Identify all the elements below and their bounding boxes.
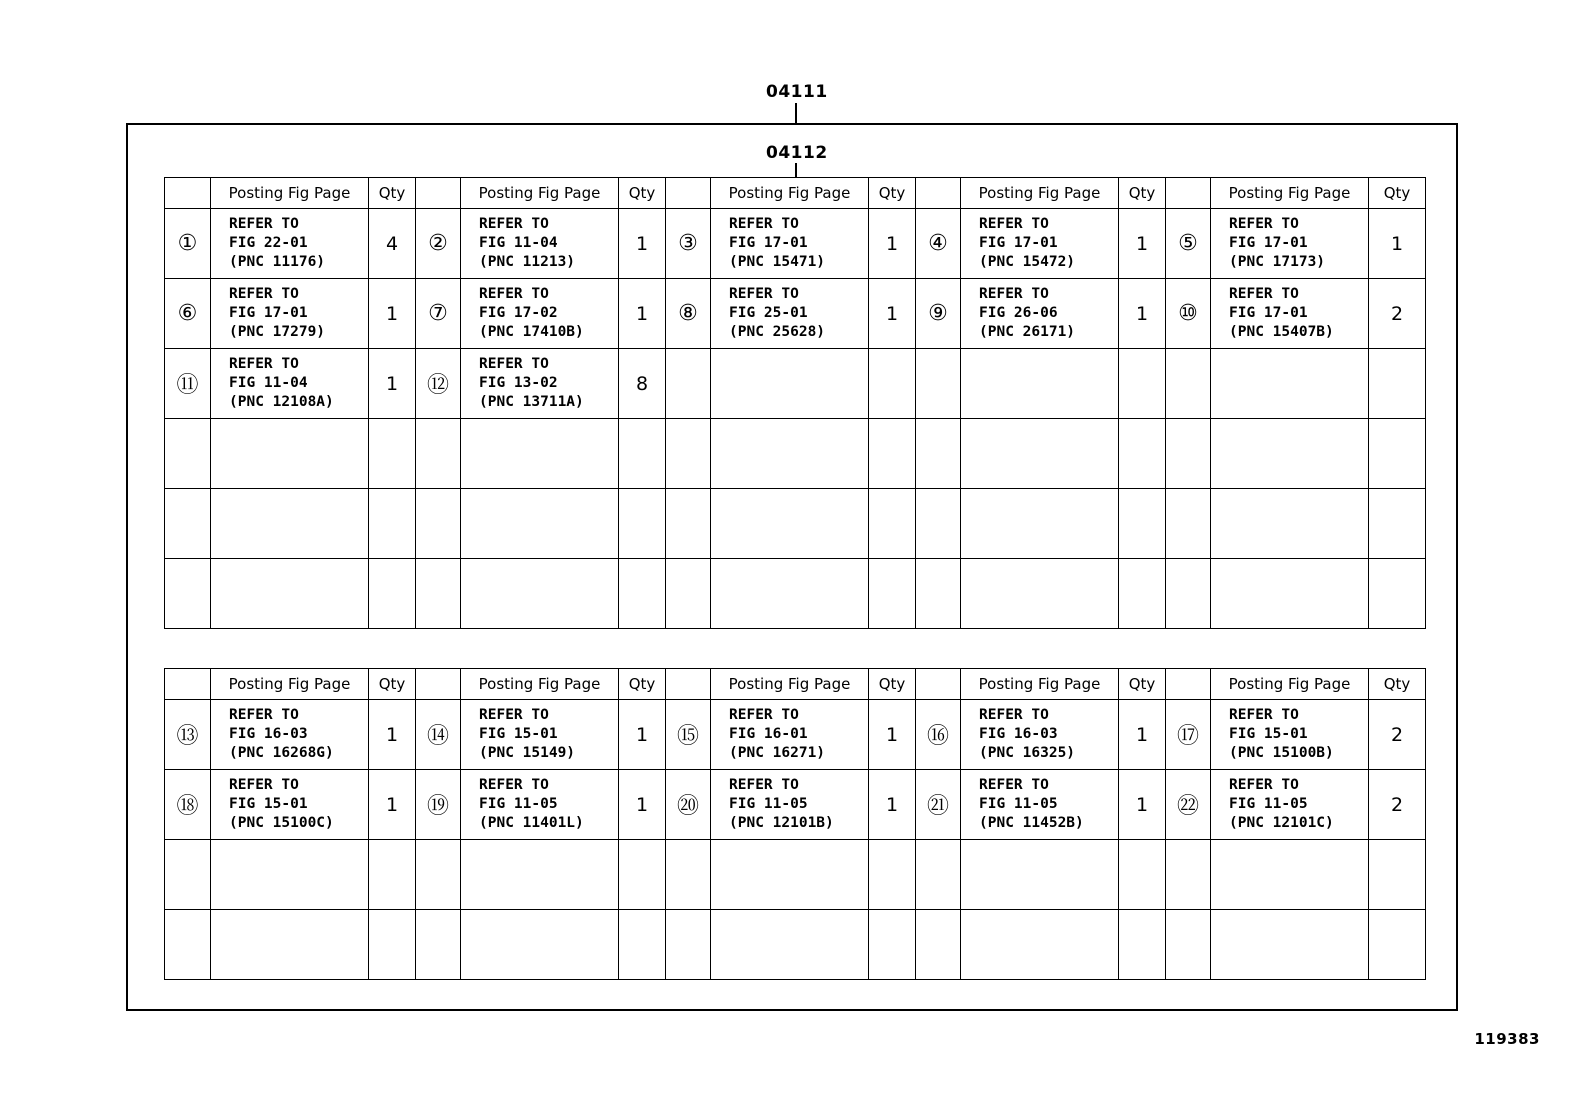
callout-number	[666, 419, 711, 489]
callout-number: ④	[916, 209, 961, 279]
callout-number: ⑳	[666, 770, 711, 840]
posting-reference	[211, 910, 369, 980]
posting-reference	[211, 209, 369, 279]
posting-reference	[711, 279, 869, 349]
callout-number: ①	[165, 209, 211, 279]
posting-reference	[961, 559, 1119, 629]
header-qty: Qty	[619, 669, 666, 700]
header-qty: Qty	[369, 669, 416, 700]
reference-line: (PNC 12108A)	[229, 394, 334, 410]
table-row	[165, 489, 1426, 559]
reference-line: FIG 11-05	[1229, 796, 1308, 812]
posting-reference	[711, 910, 869, 980]
callout-number: ②	[416, 209, 461, 279]
quantity: 2	[1369, 700, 1426, 770]
quantity	[619, 910, 666, 980]
reference-line: FIG 13-02	[479, 375, 558, 391]
posting-reference	[711, 209, 869, 279]
posting-reference	[961, 840, 1119, 910]
callout-number	[916, 559, 961, 629]
callout-number: ⑩	[1166, 279, 1211, 349]
header-posting-fig-page: Posting Fig Page	[711, 669, 869, 700]
posting-reference	[461, 559, 619, 629]
header-posting-fig-page: Posting Fig Page	[461, 178, 619, 209]
reference-line: (PNC 15100B)	[1229, 745, 1334, 761]
reference-line: REFER TO	[979, 777, 1049, 793]
callout-number: ㉒	[1166, 770, 1211, 840]
callout-number: ⑫	[416, 349, 461, 419]
header-number-cell	[666, 669, 711, 700]
quantity	[369, 910, 416, 980]
posting-reference	[711, 700, 869, 770]
quantity: 4	[369, 209, 416, 279]
callout-number: ⑭	[416, 700, 461, 770]
callout-number	[1166, 559, 1211, 629]
header-qty: Qty	[1369, 178, 1426, 209]
header-number-cell	[416, 178, 461, 209]
header-row	[165, 178, 1426, 209]
callout-number	[1166, 910, 1211, 980]
quantity	[869, 559, 916, 629]
reference-line: FIG 17-01	[729, 235, 808, 251]
callout-number: ㉑	[916, 770, 961, 840]
reference-line: REFER TO	[729, 286, 799, 302]
quantity	[1369, 910, 1426, 980]
callout-number	[666, 489, 711, 559]
callout-number	[666, 910, 711, 980]
reference-line: (PNC 15407B)	[1229, 324, 1334, 340]
callout-number	[916, 910, 961, 980]
quantity	[1369, 489, 1426, 559]
quantity	[619, 489, 666, 559]
callout-number	[416, 840, 461, 910]
posting-reference	[1211, 700, 1369, 770]
callout-number	[666, 559, 711, 629]
posting-reference	[961, 910, 1119, 980]
quantity: 1	[869, 209, 916, 279]
quantity: 1	[369, 349, 416, 419]
reference-line: REFER TO	[229, 216, 299, 232]
posting-reference	[1211, 559, 1369, 629]
reference-line: (PNC 15471)	[729, 254, 826, 270]
callout-number	[165, 910, 211, 980]
quantity: 1	[619, 209, 666, 279]
quantity	[369, 489, 416, 559]
posting-reference	[1211, 419, 1369, 489]
quantity	[619, 419, 666, 489]
callout-number	[1166, 489, 1211, 559]
reference-line: REFER TO	[479, 216, 549, 232]
reference-line: FIG 11-05	[479, 796, 558, 812]
callout-number: ⑤	[1166, 209, 1211, 279]
reference-line: REFER TO	[479, 777, 549, 793]
header-qty: Qty	[1119, 669, 1166, 700]
callout-number	[1166, 840, 1211, 910]
reference-line: REFER TO	[729, 216, 799, 232]
posting-reference	[961, 489, 1119, 559]
reference-line: REFER TO	[229, 777, 299, 793]
callout-number	[165, 559, 211, 629]
reference-line: REFER TO	[229, 356, 299, 372]
posting-reference	[461, 349, 619, 419]
reference-line: REFER TO	[229, 286, 299, 302]
header-posting-fig-page: Posting Fig Page	[1211, 178, 1369, 209]
callout-number	[666, 349, 711, 419]
reference-line: FIG 15-01	[1229, 726, 1308, 742]
reference-line: REFER TO	[729, 777, 799, 793]
callout-number: ⑪	[165, 349, 211, 419]
reference-line: FIG 25-01	[729, 305, 808, 321]
header-number-cell	[165, 178, 211, 209]
posting-reference	[1211, 279, 1369, 349]
posting-reference	[961, 349, 1119, 419]
callout-number	[416, 910, 461, 980]
quantity	[619, 559, 666, 629]
reference-line: REFER TO	[729, 707, 799, 723]
quantity	[1369, 559, 1426, 629]
posting-reference	[211, 559, 369, 629]
header-row	[165, 669, 1426, 700]
reference-line: (PNC 15472)	[979, 254, 1076, 270]
callout-number: ⑮	[666, 700, 711, 770]
header-qty: Qty	[1119, 178, 1166, 209]
reference-line: (PNC 25628)	[729, 324, 826, 340]
callout-number: ⑰	[1166, 700, 1211, 770]
reference-line: (PNC 17410B)	[479, 324, 584, 340]
reference-line: FIG 11-04	[479, 235, 558, 251]
posting-reference	[711, 489, 869, 559]
header-number-cell	[916, 178, 961, 209]
reference-line: FIG 22-01	[229, 235, 308, 251]
callout-number	[416, 559, 461, 629]
quantity: 1	[369, 700, 416, 770]
header-number-cell	[1166, 669, 1211, 700]
reference-line: (PNC 11452B)	[979, 815, 1084, 831]
table-row	[165, 279, 1426, 349]
header-number-cell	[165, 669, 211, 700]
posting-reference	[961, 419, 1119, 489]
reference-line: REFER TO	[479, 286, 549, 302]
callout-number: ⑬	[165, 700, 211, 770]
quantity	[1119, 419, 1166, 489]
posting-reference	[211, 419, 369, 489]
reference-line: (PNC 15149)	[479, 745, 576, 761]
callout-number: ⑯	[916, 700, 961, 770]
posting-reference	[711, 840, 869, 910]
callout-number	[165, 419, 211, 489]
reference-line: (PNC 17279)	[229, 324, 326, 340]
quantity	[369, 419, 416, 489]
posting-reference	[961, 700, 1119, 770]
header-number-cell	[1166, 178, 1211, 209]
table-row	[165, 910, 1426, 980]
posting-reference	[461, 209, 619, 279]
quantity: 1	[1119, 279, 1166, 349]
header-posting-fig-page: Posting Fig Page	[961, 669, 1119, 700]
quantity	[1119, 489, 1166, 559]
posting-reference	[211, 279, 369, 349]
posting-reference	[961, 209, 1119, 279]
header-posting-fig-page: Posting Fig Page	[1211, 669, 1369, 700]
header-qty: Qty	[869, 178, 916, 209]
reference-line: (PNC 12101C)	[1229, 815, 1334, 831]
reference-line: FIG 17-01	[979, 235, 1058, 251]
callout-number: ⑥	[165, 279, 211, 349]
quantity: 1	[869, 770, 916, 840]
reference-line: (PNC 15100C)	[229, 815, 334, 831]
header-posting-fig-page: Posting Fig Page	[211, 178, 369, 209]
quantity	[1119, 840, 1166, 910]
quantity	[369, 840, 416, 910]
callout-number	[416, 419, 461, 489]
label-04111: 04111	[766, 82, 828, 102]
posting-reference	[461, 489, 619, 559]
callout-number: ⑨	[916, 279, 961, 349]
table-row	[165, 840, 1426, 910]
quantity	[1119, 559, 1166, 629]
quantity: 1	[619, 279, 666, 349]
header-posting-fig-page: Posting Fig Page	[461, 669, 619, 700]
quantity	[869, 489, 916, 559]
posting-reference	[1211, 770, 1369, 840]
reference-line: FIG 26-06	[979, 305, 1058, 321]
posting-reference	[711, 419, 869, 489]
posting-reference	[461, 279, 619, 349]
callout-number	[916, 489, 961, 559]
top-parts-grid	[164, 177, 1426, 629]
reference-line: (PNC 26171)	[979, 324, 1076, 340]
posting-reference	[461, 770, 619, 840]
quantity	[619, 840, 666, 910]
reference-line: (PNC 11176)	[229, 254, 326, 270]
table-row	[165, 349, 1426, 419]
header-qty: Qty	[869, 669, 916, 700]
illustration-number: 119383	[1474, 1030, 1540, 1048]
reference-line: FIG 15-01	[229, 796, 308, 812]
reference-line: REFER TO	[1229, 286, 1299, 302]
posting-reference	[211, 349, 369, 419]
quantity: 1	[1119, 770, 1166, 840]
posting-reference	[211, 840, 369, 910]
quantity: 1	[619, 700, 666, 770]
header-number-cell	[916, 669, 961, 700]
reference-line: (PNC 11213)	[479, 254, 576, 270]
quantity: 8	[619, 349, 666, 419]
posting-reference	[711, 559, 869, 629]
reference-line: FIG 11-04	[229, 375, 308, 391]
header-qty: Qty	[1369, 669, 1426, 700]
reference-line: FIG 15-01	[479, 726, 558, 742]
reference-line: REFER TO	[1229, 216, 1299, 232]
posting-reference	[1211, 489, 1369, 559]
callout-number	[916, 840, 961, 910]
reference-line: (PNC 16268G)	[229, 745, 334, 761]
callout-number	[1166, 349, 1211, 419]
posting-reference	[211, 489, 369, 559]
posting-reference	[961, 770, 1119, 840]
table-row	[165, 559, 1426, 629]
quantity: 2	[1369, 770, 1426, 840]
callout-number: ③	[666, 209, 711, 279]
quantity: 2	[1369, 279, 1426, 349]
posting-reference	[211, 770, 369, 840]
quantity	[869, 349, 916, 419]
reference-line: FIG 17-01	[229, 305, 308, 321]
reference-line: (PNC 11401L)	[479, 815, 584, 831]
header-posting-fig-page: Posting Fig Page	[711, 178, 869, 209]
quantity	[1119, 910, 1166, 980]
reference-line: REFER TO	[979, 216, 1049, 232]
reference-line: FIG 16-03	[229, 726, 308, 742]
reference-line: (PNC 16271)	[729, 745, 826, 761]
reference-line: (PNC 13711A)	[479, 394, 584, 410]
callout-number: ⑲	[416, 770, 461, 840]
quantity: 1	[369, 770, 416, 840]
table-row	[165, 419, 1426, 489]
callout-number	[916, 349, 961, 419]
reference-line: FIG 17-02	[479, 305, 558, 321]
callout-number	[416, 489, 461, 559]
quantity: 1	[1119, 700, 1166, 770]
quantity	[369, 559, 416, 629]
reference-line: FIG 17-01	[1229, 305, 1308, 321]
header-qty: Qty	[369, 178, 416, 209]
posting-reference	[961, 279, 1119, 349]
quantity: 1	[369, 279, 416, 349]
reference-line: FIG 11-05	[729, 796, 808, 812]
reference-line: (PNC 12101B)	[729, 815, 834, 831]
posting-reference	[211, 700, 369, 770]
header-number-cell	[666, 178, 711, 209]
reference-line: FIG 11-05	[979, 796, 1058, 812]
posting-reference	[711, 349, 869, 419]
reference-line: REFER TO	[479, 356, 549, 372]
header-qty: Qty	[619, 178, 666, 209]
quantity	[1119, 349, 1166, 419]
quantity: 1	[619, 770, 666, 840]
quantity: 1	[869, 700, 916, 770]
posting-reference	[1211, 840, 1369, 910]
callout-number: ⑱	[165, 770, 211, 840]
table-row	[165, 209, 1426, 279]
quantity: 1	[1369, 209, 1426, 279]
quantity	[869, 910, 916, 980]
posting-reference	[461, 910, 619, 980]
reference-line: (PNC 17173)	[1229, 254, 1326, 270]
callout-number: ⑧	[666, 279, 711, 349]
reference-line: REFER TO	[979, 286, 1049, 302]
reference-line: REFER TO	[479, 707, 549, 723]
reference-line: REFER TO	[1229, 707, 1299, 723]
quantity	[869, 419, 916, 489]
posting-reference	[711, 770, 869, 840]
reference-line: FIG 16-01	[729, 726, 808, 742]
leader-line-04111	[795, 103, 797, 123]
header-posting-fig-page: Posting Fig Page	[961, 178, 1119, 209]
callout-number	[666, 840, 711, 910]
reference-line: REFER TO	[979, 707, 1049, 723]
quantity	[1369, 840, 1426, 910]
reference-line: REFER TO	[229, 707, 299, 723]
header-number-cell	[416, 669, 461, 700]
reference-line: REFER TO	[1229, 777, 1299, 793]
posting-reference	[1211, 910, 1369, 980]
quantity: 1	[869, 279, 916, 349]
callout-number	[165, 489, 211, 559]
posting-reference	[1211, 209, 1369, 279]
table-row	[165, 770, 1426, 840]
callout-number: ⑦	[416, 279, 461, 349]
quantity: 1	[1119, 209, 1166, 279]
bottom-parts-grid	[164, 668, 1426, 980]
callout-number	[1166, 419, 1211, 489]
posting-reference	[461, 700, 619, 770]
callout-number	[165, 840, 211, 910]
quantity	[1369, 349, 1426, 419]
table-row	[165, 700, 1426, 770]
reference-line: (PNC 16325)	[979, 745, 1076, 761]
leader-line-04112	[795, 163, 797, 178]
posting-reference	[461, 840, 619, 910]
posting-reference	[461, 419, 619, 489]
callout-number	[916, 419, 961, 489]
posting-reference	[1211, 349, 1369, 419]
label-04112: 04112	[766, 143, 828, 163]
reference-line: FIG 16-03	[979, 726, 1058, 742]
header-posting-fig-page: Posting Fig Page	[211, 669, 369, 700]
quantity	[869, 840, 916, 910]
reference-line: FIG 17-01	[1229, 235, 1308, 251]
quantity	[1369, 419, 1426, 489]
